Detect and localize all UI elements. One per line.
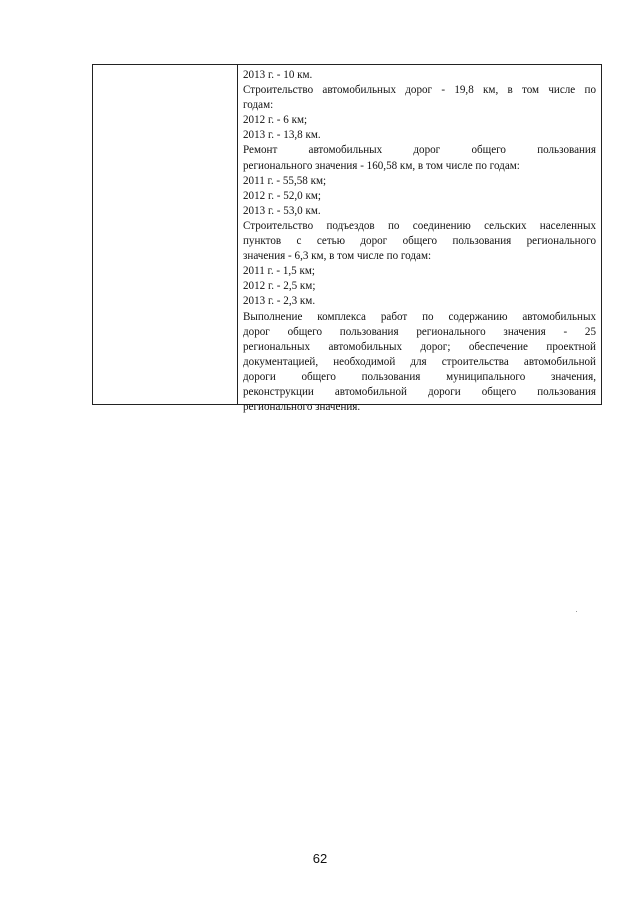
- text-line: Строительство автомобильных дорог - 19,8 км, в том числе по: [243, 84, 596, 97]
- scan-speck: [576, 611, 577, 612]
- text-line: 2012 г. - 6 км;: [243, 114, 308, 127]
- text-line: 2012 г. - 2,5 км;: [243, 280, 316, 293]
- word: дорог: [413, 144, 441, 157]
- text-line: 2013 г. - 2,3 км.: [243, 295, 316, 308]
- word: пользования: [537, 144, 596, 157]
- word: общего: [301, 370, 336, 383]
- table-right-cell: [238, 65, 601, 414]
- word: пользования: [361, 370, 421, 383]
- text-line: значения - 6,3 км, в том числе по годам:: [243, 250, 432, 263]
- page-number: 62: [312, 851, 328, 866]
- text-line: пунктов с сетью дорог общего пользования регионального: [243, 235, 596, 248]
- text-line: 2011 г. - 55,58 км;: [243, 174, 327, 187]
- text-line: регионального значения.: [243, 401, 361, 414]
- text-line: Выполнение комплекса работ по содержанию автомобильных: [243, 310, 596, 323]
- text-line: 2013 г. - 53,0 км.: [243, 204, 321, 217]
- table-left-cell: [93, 65, 238, 404]
- word: значения,: [550, 370, 596, 383]
- text-line: 2011 г. - 1,5 км;: [243, 265, 315, 278]
- text-line: дорог общего пользования регионального значения - 25: [243, 325, 596, 338]
- word: общего: [471, 144, 506, 157]
- text-line: регионального значения - 160,58 км, в том числе по годам:: [243, 159, 520, 172]
- text-line: годам:: [243, 99, 274, 112]
- text-line: документацией, необходимой для строительства автомобильной: [243, 355, 596, 368]
- text-line: Строительство подъездов по соединению сельских населенных: [243, 219, 596, 232]
- text-line: 2013 г. - 10 км.: [243, 69, 313, 81]
- word: муниципального: [446, 370, 526, 383]
- text-line: реконструкции автомобильной дороги общего пользования: [243, 385, 596, 398]
- content-table: [92, 64, 602, 414]
- text-line: региональных автомобильных дорог; обеспечение проектной: [243, 340, 596, 353]
- word: Ремонт: [243, 144, 278, 157]
- text-line-justified: [243, 143, 596, 158]
- word: автомобильных: [308, 144, 383, 157]
- word: дороги: [243, 370, 276, 383]
- text-line: 2012 г. - 52,0 км;: [243, 189, 321, 202]
- text-line: 2013 г. - 13,8 км.: [243, 129, 321, 142]
- text-line-justified: [243, 370, 596, 385]
